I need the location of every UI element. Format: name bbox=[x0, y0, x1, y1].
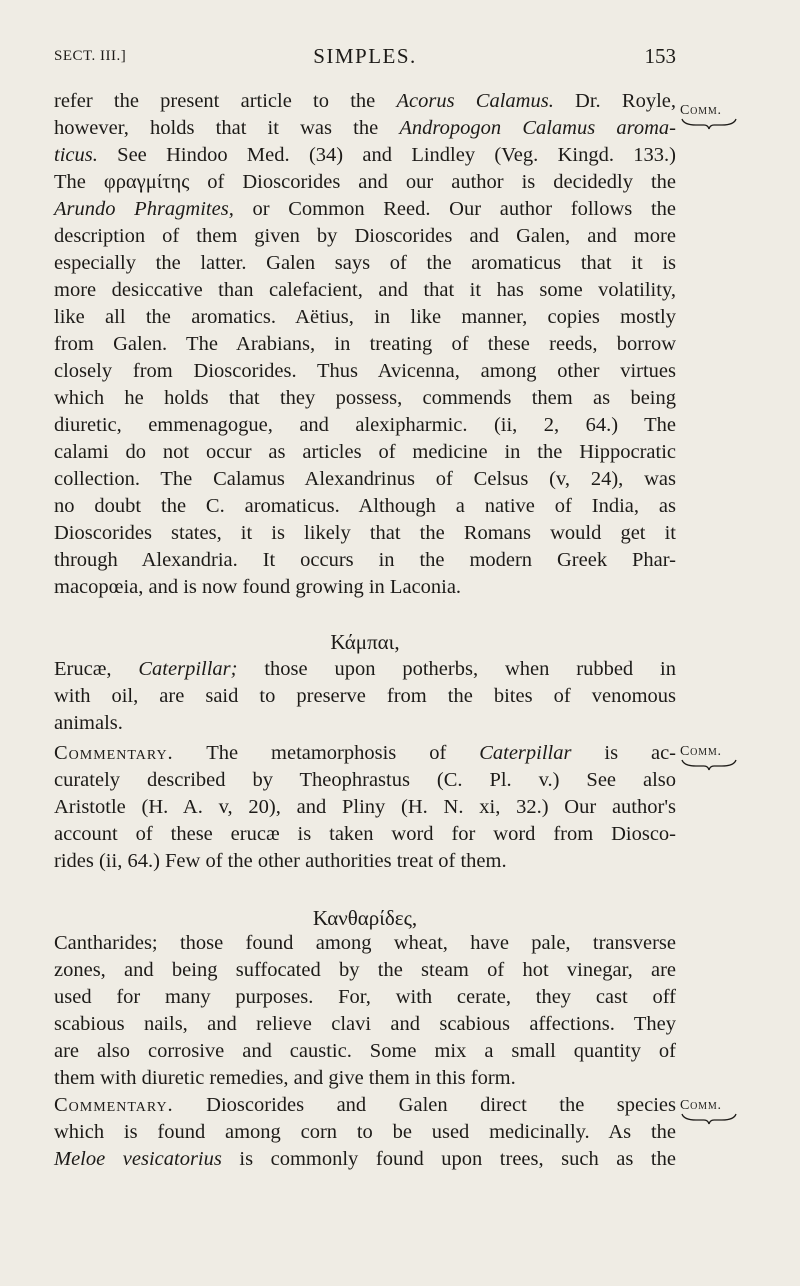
text-run: closely from Dioscorides. Thus Avicenna, among other virtues bbox=[54, 360, 676, 382]
text-line bbox=[54, 683, 676, 710]
margin-note-label: Comm. bbox=[680, 1098, 722, 1113]
text-run: Dr. Royle, bbox=[553, 90, 677, 112]
heading-kantharides-block bbox=[54, 905, 676, 932]
text-line bbox=[54, 957, 676, 984]
paragraph-calamus-continued bbox=[54, 88, 676, 601]
text-run: used for many purposes. For, with cerate, they cast off bbox=[54, 986, 676, 1008]
text-run: Dioscorides and Galen direct the species bbox=[173, 1094, 676, 1116]
text-run: through Alexandria. It occurs in the modern Greek Phar- bbox=[54, 549, 676, 571]
text-line bbox=[54, 710, 676, 737]
italic-text: Caterpillar bbox=[479, 742, 572, 764]
text-line bbox=[54, 574, 676, 601]
text-run: Dioscorides states, it is likely that the Romans would get it bbox=[54, 522, 676, 544]
text-run: especially the latter. Galen says of the aromaticus that it is bbox=[54, 252, 676, 274]
text-run: curately described by Theophrastus (C. Pl. v.) See also bbox=[54, 769, 676, 791]
text-run: is ac- bbox=[571, 742, 676, 764]
text-run: no doubt the C. aromaticus. Although a native of India, as bbox=[54, 495, 676, 517]
text-line bbox=[54, 547, 676, 574]
margin-note-label: Comm. bbox=[680, 744, 722, 759]
text-run: The φραγμίτης of Dioscorides and our author is decidedly the bbox=[54, 171, 676, 193]
text-line bbox=[54, 385, 676, 412]
text-run: more desiccative than calefacient, and that it has some volatility, bbox=[54, 279, 676, 301]
italic-text: Meloe vesicatorius bbox=[54, 1148, 222, 1170]
text-run: with oil, are said to preserve from the bites of venomous bbox=[54, 685, 676, 707]
text-line bbox=[54, 1092, 676, 1119]
commentary-label: Commentary. bbox=[54, 1094, 174, 1116]
text-line bbox=[54, 142, 676, 169]
text-line bbox=[54, 740, 676, 767]
brace-icon bbox=[680, 1112, 738, 1126]
text-run: animals. bbox=[54, 712, 123, 734]
italic-text: Caterpillar; bbox=[138, 658, 238, 680]
text-line bbox=[54, 1119, 676, 1146]
text-run: them with diuretic remedies, and give them in this form. bbox=[54, 1067, 516, 1089]
text-run: Erucæ, bbox=[54, 658, 139, 680]
text-line bbox=[54, 304, 676, 331]
text-run: or Common Reed. Our author follows the bbox=[233, 198, 676, 220]
text-line bbox=[54, 821, 676, 848]
text-run: like all the aromatics. Aëtius, in like manner, copies mostly bbox=[54, 306, 676, 328]
text-run: scabious nails, and relieve clavi and scabious affections. They bbox=[54, 1013, 676, 1035]
text-line bbox=[54, 1011, 676, 1038]
text-run: from Galen. The Arabians, in treating of these reeds, borrow bbox=[54, 333, 676, 355]
text-run: Cantharides; those found among wheat, have pale, transverse bbox=[54, 932, 676, 954]
brace-icon bbox=[680, 758, 738, 772]
text-run: description of them given by Dioscorides and Galen, and more bbox=[54, 225, 676, 247]
text-run: Aristotle (H. A. v, 20), and Pliny (H. N. xi, 32.) Our author's bbox=[54, 796, 676, 818]
text-line bbox=[54, 331, 676, 358]
text-run: The metamorphosis of bbox=[173, 742, 480, 764]
text-line bbox=[54, 169, 676, 196]
text-line bbox=[54, 520, 676, 547]
text-run: diuretic, emmenagogue, and alexipharmic. (ii, 2, 64.) The bbox=[54, 414, 676, 436]
text-run: collection. The Calamus Alexandrinus of Celsus (v, 24), was bbox=[54, 468, 676, 490]
text-line bbox=[54, 358, 676, 385]
text-run: which is found among corn to be used medicinally. As the bbox=[54, 1121, 676, 1143]
text-line bbox=[54, 466, 676, 493]
running-title: SIMPLES. bbox=[313, 44, 417, 68]
text-line bbox=[54, 223, 676, 250]
italic-text: ticus. bbox=[54, 144, 98, 166]
entry-heading-kampai: Κάμπαι, bbox=[330, 630, 400, 654]
text-line bbox=[54, 794, 676, 821]
running-header bbox=[54, 44, 676, 74]
text-run: however, holds that it was the bbox=[54, 117, 400, 139]
text-run: zones, and being suffocated by the steam of hot vinegar, are bbox=[54, 959, 676, 981]
text-line bbox=[54, 115, 676, 142]
italic-text: Arundo Phragmites, bbox=[54, 198, 234, 220]
text-line bbox=[54, 1038, 676, 1065]
italic-text: Andropogon Calamus aroma- bbox=[399, 117, 676, 139]
text-run: is commonly found upon trees, such as the bbox=[221, 1148, 676, 1170]
entry-heading-kantharides: Κανθαρίδες, bbox=[312, 906, 418, 930]
margin-note-label: Comm. bbox=[680, 103, 722, 118]
text-run: those upon potherbs, when rubbed in bbox=[237, 658, 676, 680]
page-number: 153 bbox=[644, 44, 676, 68]
text-run: macopœia, and is now found growing in Laconia. bbox=[54, 576, 462, 598]
text-line bbox=[54, 493, 676, 520]
text-run: rides (ii, 64.) Few of the other authorities treat of them. bbox=[54, 850, 507, 872]
paragraph-cantharides bbox=[54, 930, 676, 1092]
text-line bbox=[54, 1146, 676, 1173]
paragraph-cantharides-commentary bbox=[54, 1092, 676, 1173]
commentary-label: Commentary. bbox=[54, 742, 174, 764]
text-run: are also corrosive and caustic. Some mix a small quantity of bbox=[54, 1040, 676, 1062]
text-line bbox=[54, 250, 676, 277]
brace-icon bbox=[680, 117, 738, 131]
text-line bbox=[54, 88, 676, 115]
text-line bbox=[54, 848, 676, 875]
margin-note-comm-1 bbox=[680, 103, 740, 131]
paragraph-caterpillar bbox=[54, 656, 676, 737]
text-run: account of these erucæ is taken word for word from Diosco- bbox=[54, 823, 676, 845]
text-run: See Hindoo Med. (34) and Lindley (Veg. Kingd. 133.) bbox=[97, 144, 676, 166]
text-run: calami do not occur as articles of medicine in the Hippocratic bbox=[54, 441, 676, 463]
text-line bbox=[54, 984, 676, 1011]
section-label: SECT. III.] bbox=[54, 48, 127, 64]
text-line bbox=[54, 412, 676, 439]
margin-note-comm-2 bbox=[680, 744, 740, 772]
text-line bbox=[54, 656, 676, 683]
text-line bbox=[54, 1065, 676, 1092]
heading-kampai-block bbox=[54, 629, 676, 656]
text-line bbox=[54, 439, 676, 466]
paragraph-caterpillar-commentary bbox=[54, 740, 676, 875]
text-run: which he holds that they possess, commends them as being bbox=[54, 387, 676, 409]
text-line bbox=[54, 767, 676, 794]
text-line bbox=[54, 277, 676, 304]
text-run: refer the present article to the bbox=[54, 90, 397, 112]
text-line bbox=[54, 196, 676, 223]
margin-note-comm-3 bbox=[680, 1098, 740, 1126]
text-line bbox=[54, 930, 676, 957]
italic-text: Acorus Calamus. bbox=[396, 90, 554, 112]
